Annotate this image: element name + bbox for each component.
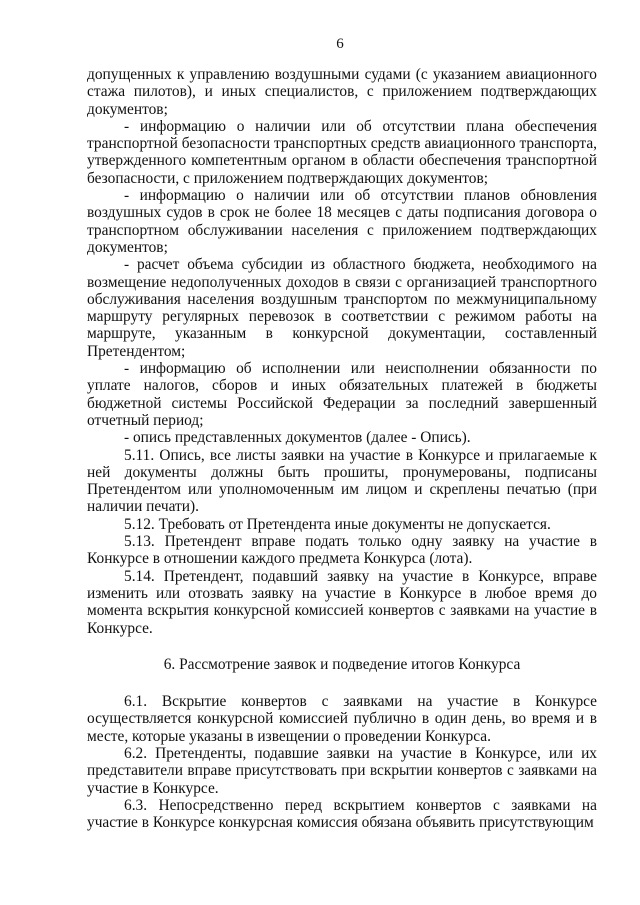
paragraph: допущенных к управлению воздушными судами (с указанием авиационного стажа пилотов), и иных специалистов, с приложением подтверждающих документов; bbox=[87, 66, 597, 118]
page-number: 6 bbox=[336, 36, 344, 52]
document-body bbox=[87, 66, 597, 831]
paragraph: - информацию о наличии или об отсутствии планов обновления воздушных судов в срок не более 18 месяцев с даты подписания договора о транспортном обслуживании населения с приложением подтверждающих документов; bbox=[87, 187, 597, 256]
paragraph: 5.11. Опись, все листы заявки на участие в Конкурсе и прилагаемые к ней документы должны быть прошиты, пронумерованы, подписаны Претендентом или уполномоченным им лицом и скреплены печатью (при наличии печати). bbox=[87, 446, 597, 516]
paragraph: 6.3. Непосредственно перед вскрытием конвертов с заявками на участие в Конкурсе конкурсная комиссия обязана объявить присутствующим bbox=[87, 796, 597, 832]
paragraph: 5.14. Претендент, подавший заявку на участие в Конкурсе, вправе изменить или отозвать заявку на участие в Конкурсе в любое время до момента вскрытия конкурсной комиссией конвертов с заявками на участие в Конкурсе. bbox=[87, 567, 597, 637]
paragraph: - информацию об исполнении или неисполнении обязанности по уплате налогов, сборов и иных обязательных платежей в бюджеты бюджетной системы Российской Федерации за последний завершенный отчетный период; bbox=[87, 360, 597, 429]
paragraph: 6.2. Претенденты, подавшие заявки на участие в Конкурсе, или их представители вправе присутствовать при вскрытии конвертов с заявками на участие в Конкурсе. bbox=[87, 744, 597, 797]
paragraph: - опись представленных документов (далее - Опись). bbox=[124, 429, 471, 447]
paragraph: 5.13. Претендент вправе подать только одну заявку на участие в Конкурсе в отношении каждого предмета Конкурса (лота). bbox=[87, 533, 597, 568]
paragraph: - информацию о наличии или об отсутствии плана обеспечения транспортной безопасности транспортных средств авиационного транспорта, утвержденного компетентным органом в области обеспечения транспортной безопасности, с приложением подтверждающих документов; bbox=[87, 117, 597, 187]
section-heading: 6. Рассмотрение заявок и подведение итогов Конкурса bbox=[163, 655, 521, 673]
paragraph: - расчет объема субсидии из областного бюджета, необходимого на возмещение недополученных доходов в связи с организацией транспортного обслуживания населения воздушным транспортом по межмуниципальному маршруту регулярных перевозок в соответствии с режимом работы на маршруте, указанным в конкурсной документации, составленный Претендентом; bbox=[87, 256, 597, 360]
paragraph: 6.1. Вскрытие конвертов с заявками на участие в Конкурсе осуществляется конкурсной комиссией публично в один день, во время и в месте, которые указаны в извещении о проведении Конкурса. bbox=[87, 693, 597, 745]
paragraph: 5.12. Требовать от Претендента иные документы не допускается. bbox=[124, 515, 551, 533]
